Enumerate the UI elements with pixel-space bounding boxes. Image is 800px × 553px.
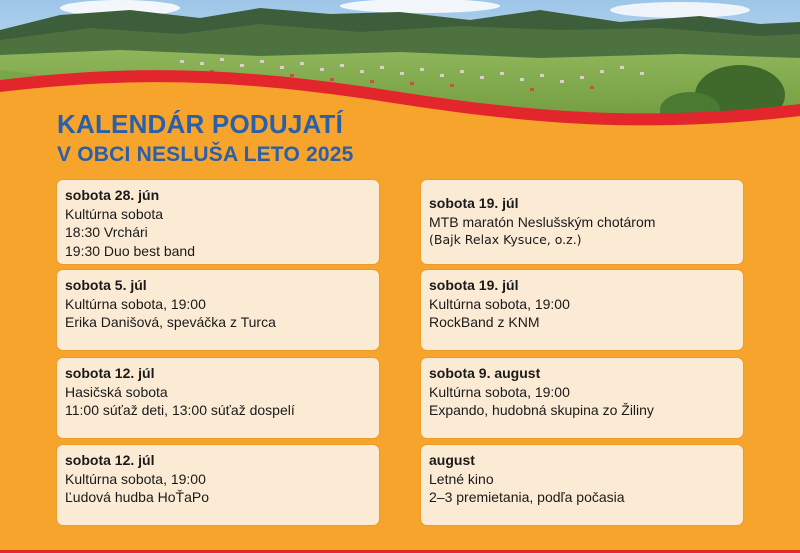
event-date: sobota 9. august xyxy=(429,365,541,381)
event-line: 11:00 súťaž deti, 13:00 súťaž dospelí xyxy=(65,402,295,418)
event-line: 19:30 Duo best band xyxy=(65,242,195,259)
event-line: RockBand z KNM xyxy=(429,314,540,330)
event-card xyxy=(421,180,743,264)
event-date: sobota 5. júl xyxy=(65,277,147,293)
event-line: Letné kino xyxy=(429,470,494,487)
event-card xyxy=(421,358,743,438)
event-date: sobota 28. jún xyxy=(65,187,160,203)
event-line: 2–3 premietania, podľa počasia xyxy=(429,489,625,505)
event-line: Kultúrna sobota, 19:00 xyxy=(65,295,206,312)
event-line: Hasičská sobota xyxy=(65,383,168,400)
event-line: 18:30 Vrchári xyxy=(65,224,148,240)
event-card xyxy=(57,270,379,350)
title-line-2: V OBCI NESLUŠA LETO 2025 xyxy=(57,143,354,166)
event-note: (Bajk Relax Kysuce, o.z.) xyxy=(429,232,582,247)
event-card xyxy=(57,358,379,438)
event-date: sobota 19. júl xyxy=(429,277,519,293)
event-line: Kultúrna sobota, 19:00 xyxy=(65,470,206,487)
page-title xyxy=(57,107,354,169)
event-card xyxy=(57,180,379,264)
event-line: Ľudová hudba HoŤaPo xyxy=(65,489,209,505)
event-line: Kultúrna sobota, 19:00 xyxy=(429,383,570,400)
event-date: sobota 12. júl xyxy=(65,452,155,468)
event-line: Expando, hudobná skupina zo Žiliny xyxy=(429,402,654,418)
event-line: MTB maratón Neslušským chotárom xyxy=(429,213,656,230)
title-line-1: KALENDÁR PODUJATÍ xyxy=(57,109,344,139)
event-card xyxy=(57,445,379,525)
event-date: august xyxy=(429,452,475,468)
event-card xyxy=(421,270,743,350)
event-line: Erika Danišová, speváčka z Turca xyxy=(65,314,276,330)
event-line: Kultúrna sobota xyxy=(65,205,164,222)
event-line: Kultúrna sobota, 19:00 xyxy=(429,295,570,312)
event-date: sobota 19. júl xyxy=(429,195,519,211)
event-card xyxy=(421,445,743,525)
event-date: sobota 12. júl xyxy=(65,365,155,381)
